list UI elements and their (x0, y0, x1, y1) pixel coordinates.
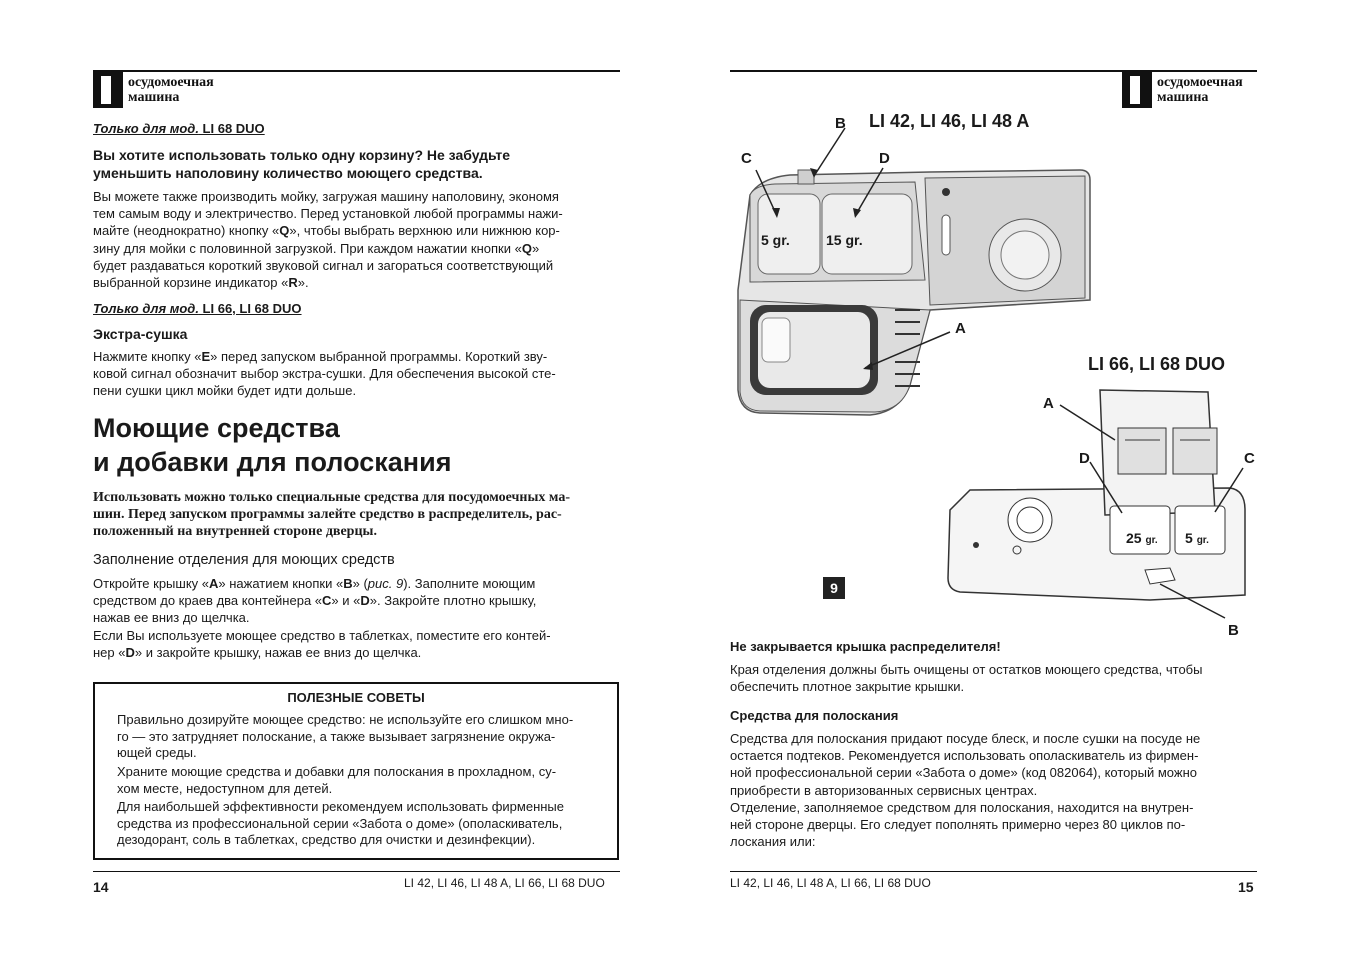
callout-b-bottom: B (1228, 622, 1239, 639)
text-line: Средства для полоскания придают посуде блеск, и после сушки на посуде не (730, 731, 1201, 746)
key-c: C (322, 593, 332, 609)
footer-rule (730, 871, 1257, 872)
extra-dry-paragraph (93, 348, 620, 400)
text-line: дезодорант, соль в таблетках, средство для очистки и дезинфекции). (117, 832, 536, 847)
figure-reference: рис. 9 (367, 576, 404, 591)
text-line: Правильно дозируйте моющее средство: не используйте его слишком мно- (117, 712, 574, 727)
text-line: Вы можете также производить мойку, загружая машину наполовину, экономя (93, 189, 559, 204)
text-line: ковой сигнал обозначит выбор экстра-сушки. Для обеспечения высокой сте- (93, 366, 556, 382)
header-rule (730, 70, 1257, 72)
brand-text (128, 75, 214, 105)
brand-text-line2: машина (128, 90, 180, 105)
text-line: положенный на внутренней стороне дверцы. (93, 524, 377, 539)
text-line: приобрести в авторизованных сервисных центрах. (730, 782, 1038, 798)
callout-b: B (835, 115, 846, 132)
key-r: R (288, 275, 298, 291)
detergent-intro (93, 489, 620, 540)
tip-3 (117, 799, 617, 849)
model-note-prefix: Только для мод. (93, 301, 199, 316)
footer-rule (93, 871, 620, 872)
dose-5-label: 5 gr. (761, 232, 790, 248)
model-note-2 (93, 301, 302, 316)
fill-heading: Заполнение отделения для моющих средств (93, 552, 395, 568)
page-number: 14 (93, 879, 109, 895)
text-line: ней стороне дверцы. Его следует пополнять примерно через 80 циклов по- (730, 817, 1186, 833)
model-note-models: LI 68 DUO (198, 121, 265, 136)
key-a: A (209, 576, 219, 591)
brand-text-line1: осудомоечная (128, 75, 214, 90)
page-number: 15 (1238, 879, 1254, 895)
dispenser-illustration (730, 100, 1257, 640)
figure-number-badge: 9 (823, 577, 845, 599)
text-line: средством до краев два контейнера «C» и «D». Закройте плотно крышку, (93, 593, 537, 609)
callout-c-bottom: C (1244, 450, 1255, 467)
callout-d: D (879, 150, 890, 167)
text-line: тем самым воду и электричество. Перед установкой любой программы нажи- (93, 206, 563, 222)
rinse-paragraph (730, 730, 1257, 850)
key-d: D (125, 644, 135, 660)
tip-2 (117, 764, 617, 797)
useful-tips-box (93, 682, 619, 860)
text-line: обеспечить плотное закрытие крышки. (730, 679, 965, 695)
key-e: E (201, 349, 211, 364)
text-line: майте (неоднократно) кнопку «Q», чтобы выбрать верхнюю или нижнюю кор- (93, 223, 560, 239)
footer-models: LI 42, LI 46, LI 48 A, LI 66, LI 68 DUO (404, 876, 605, 890)
half-load-paragraph (93, 188, 620, 291)
fill-paragraph (93, 575, 620, 661)
tips-title: ПОЛЕЗНЫЕ СОВЕТЫ (287, 690, 425, 705)
text-line: остается подтеков. Рекомендуется использовать ополаскиватель из фирмен- (730, 748, 1199, 764)
header-rule (93, 70, 620, 72)
dispenser-bottom (948, 390, 1245, 600)
callout-d-bottom: D (1079, 450, 1090, 467)
text-line: Для наибольшей эффективности рекомендуем использовать фирменные (117, 799, 565, 814)
text-line: Храните моющие средства и добавки для полоскания в прохладном, су- (117, 764, 557, 779)
callout-a-bottom: A (1043, 395, 1054, 412)
title-line: Моющие средства (93, 413, 340, 443)
text-line: Использовать можно только специальные средства для посудомоечных ма- (93, 490, 571, 505)
brand-text-line2: машина (1157, 90, 1209, 105)
text-line: нер «D» и закройте крышку, нажав ее вниз до щелчка. (93, 644, 422, 660)
half-load-heading (93, 146, 620, 182)
text-line: Если Вы используете моющее средство в таблетках, поместите его контей- (93, 627, 551, 643)
dose-25-label: 25 gr. (1126, 530, 1158, 546)
lid-paragraph (730, 661, 1257, 695)
key-q: Q (521, 240, 532, 256)
extra-dry-heading: Экстра-сушка (93, 326, 188, 342)
text-line: средства из профессиональной серии «Забота о доме» (ополаскиватель, (117, 815, 563, 831)
heading-line: уменьшить наполовину количество моющего средства. (93, 165, 483, 181)
figure-bottom-models: LI 66, LI 68 DUO (1088, 354, 1226, 374)
callout-c: C (741, 150, 752, 167)
tip-1 (117, 712, 617, 762)
text-line: ной профессиональной серии «Забота о доме» (код 082064), который можно (730, 765, 1197, 781)
footer-models: LI 42, LI 46, LI 48 A, LI 66, LI 68 DUO (730, 876, 931, 890)
rinse-heading: Средства для полоскания (730, 708, 899, 723)
key-b: B (343, 576, 353, 591)
brand-text-line1: осудомоечная (1157, 75, 1243, 90)
text-line: пени сушки цикл мойки будет идти дольше. (93, 383, 357, 399)
text-line: го — это затрудняет полоскание, а также вызывает загрязнение окружа- (117, 728, 556, 744)
text-line: зину для мойки с половинной загрузкой. При каждом нажатии кнопки «Q» (93, 240, 540, 256)
text-line: шин. Перед запуском программы залейте средство в распределитель, рас- (93, 507, 562, 522)
lid-heading: Не закрывается крышка распределителя! (730, 639, 1001, 654)
brand-logo-icon (93, 72, 123, 108)
text-line: хом месте, недоступном для детей. (117, 780, 333, 796)
key-q: Q (279, 223, 290, 239)
title-line: и добавки для полоскания (93, 447, 452, 477)
figure-top-models: LI 42, LI 46, LI 48 A (869, 111, 1030, 131)
text-line: Нажмите кнопку «E» перед запуском выбранной программы. Короткий зву- (93, 349, 548, 364)
text-line: будет раздаваться короткий звуковой сигнал и загораться соответствующий (93, 257, 554, 273)
heading-line: Вы хотите использовать только одну корзину? Не забудьте (93, 147, 511, 163)
dose-15-label: 15 gr. (826, 232, 863, 248)
model-note-prefix: Только для мод. (93, 121, 199, 136)
text-line: Откройте крышку «A» нажатием кнопки «B» (рис. 9). Заполните моющим (93, 576, 536, 591)
text-line: ющей среды. (117, 745, 197, 760)
key-d: D (360, 593, 370, 609)
model-note-models: LI 66, LI 68 DUO (198, 301, 302, 316)
text-line: лоскания или: (730, 834, 816, 850)
text-line: выбранной корзине индикатор «R». (93, 275, 309, 291)
dispenser-top (738, 170, 1090, 415)
section-title (93, 411, 451, 479)
text-line: Отделение, заполняемое средством для полоскания, находится на внутрен- (730, 799, 1194, 815)
callout-a: A (955, 320, 966, 337)
dose-5b-label: 5 gr. (1185, 530, 1209, 546)
model-note-1 (93, 121, 265, 136)
text-line: Края отделения должны быть очищены от остатков моющего средства, чтобы (730, 662, 1203, 677)
text-line: нажав ее вниз до щелчка. (93, 610, 250, 626)
